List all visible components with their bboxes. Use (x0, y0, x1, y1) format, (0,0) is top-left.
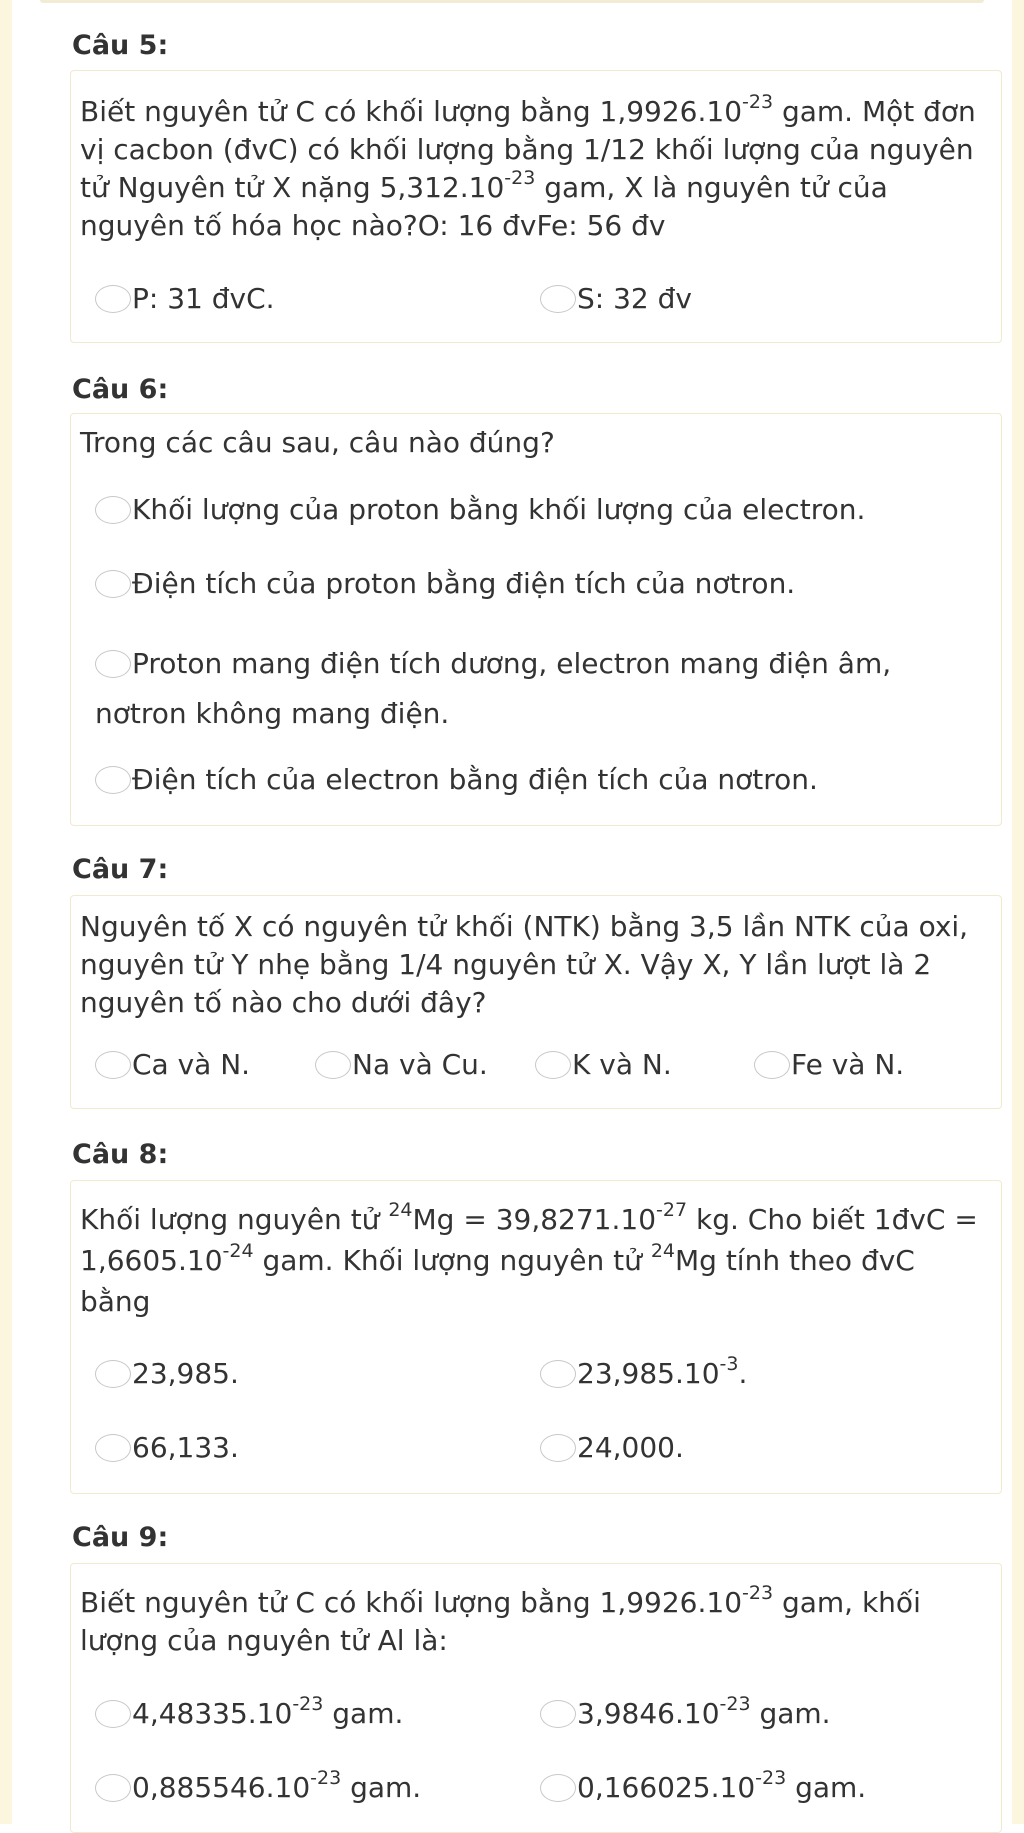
question-6-text: Trong các câu sau, câu nào đúng? (80, 426, 555, 459)
question-7-box (70, 895, 1002, 1109)
radio-button[interactable] (95, 1434, 131, 1462)
radio-button[interactable] (95, 496, 131, 524)
question-8-box (70, 1180, 1002, 1494)
question-8-option-a[interactable]: 23,985. (95, 1355, 239, 1393)
question-8-title: Câu 8: (72, 1139, 169, 1170)
radio-button[interactable] (95, 1051, 131, 1079)
radio-button[interactable] (540, 1700, 576, 1728)
top-divider (40, 0, 984, 3)
question-8-option-c[interactable]: 66,133. (95, 1429, 239, 1467)
question-5-option-b[interactable]: S: 32 đv (540, 280, 692, 318)
question-9-option-b[interactable]: $3,9846.10^{-23}$ gam. (540, 1695, 831, 1733)
radio-button[interactable] (95, 1360, 131, 1388)
question-8-option-b[interactable]: $23,985.10^{-3}$. (540, 1355, 747, 1393)
question-9-option-a[interactable]: $4,48335.10^{-23}$ gam. (95, 1695, 403, 1733)
question-7-option-c[interactable]: K và N. (535, 1046, 672, 1084)
question-7-title: Câu 7: (72, 854, 169, 885)
question-6-option-d[interactable]: Điện tích của electron bằng điện tích của nơtron. (95, 761, 818, 799)
question-9-box (70, 1563, 1002, 1833)
radio-button[interactable] (95, 570, 131, 598)
radio-button[interactable] (540, 285, 576, 313)
question-8-option-d[interactable]: 24,000. (540, 1429, 684, 1467)
question-9-title: Câu 9: (72, 1522, 169, 1553)
radio-button[interactable] (95, 1700, 131, 1728)
question-6-option-b[interactable]: Điện tích của proton bằng điện tích của nơtron. (95, 565, 795, 603)
question-7-option-d[interactable]: Fe và N. (754, 1046, 904, 1084)
question-5-option-a[interactable]: P: 31 đvC. (95, 280, 275, 318)
question-5-title: Câu 5: (72, 30, 169, 61)
radio-button[interactable] (540, 1774, 576, 1802)
radio-button[interactable] (754, 1051, 790, 1079)
question-6-box (70, 413, 1002, 826)
radio-button[interactable] (95, 650, 131, 678)
question-5-box (70, 70, 1002, 343)
radio-button[interactable] (540, 1360, 576, 1388)
radio-button[interactable] (95, 766, 131, 794)
radio-button[interactable] (95, 285, 131, 313)
question-7-text: Nguyên tố X có nguyên tử khối (NTK) bằng 3,5 lần NTK của oxi, nguyên tử Y nhẹ bằng 1/4 nguyên tử X. Vậy X, Y lần lượt là 2 nguyên tố nào cho dưới đây? (80, 910, 969, 1019)
radio-button[interactable] (535, 1051, 571, 1079)
question-9-option-d[interactable]: $0,166025.10^{-23}$ gam. (540, 1769, 866, 1807)
radio-button[interactable] (540, 1434, 576, 1462)
question-5-text: Biết nguyên tử C có khối lượng bằng $1,9926.10^{-23}$ gam. Một đơn vị cacbon (đvC) có khối lượng bằng 1/12 khối lượng của nguyên tử Nguyên tử X nặng $5,312.10^{-23}$ gam, X là nguyên tử của nguyên tố hóa học nào?O: 16 đvFe: 56 đv (80, 91, 976, 242)
question-6-option-c[interactable]: Proton mang điện tích dương, electron mang điện âm, nơtron không mang điện. (95, 647, 892, 730)
question-7-option-a[interactable]: Ca và N. (95, 1046, 250, 1084)
radio-button[interactable] (315, 1051, 351, 1079)
radio-button[interactable] (95, 1774, 131, 1802)
question-6-option-a[interactable]: Khối lượng của proton bằng khối lượng của electron. (95, 491, 865, 529)
question-8-text: Khối lượng nguyên tử $^{24}Mg = 39,8271.10^{-27}$ kg. Cho biết 1đvC = $1,6605.10^{-24}$ gam. Khối lượng nguyên tử $^{24}$Mg tính theo đvC bằng (80, 1199, 978, 1318)
question-9-option-c[interactable]: $0,885546.10^{-23}$ gam. (95, 1769, 421, 1807)
question-6-title: Câu 6: (72, 374, 169, 405)
question-7-option-b[interactable]: Na và Cu. (315, 1046, 488, 1084)
question-9-text: Biết nguyên tử C có khối lượng bằng $1,9926.10^{-23}$ gam, khối lượng của nguyên tử Al là: (80, 1582, 921, 1657)
